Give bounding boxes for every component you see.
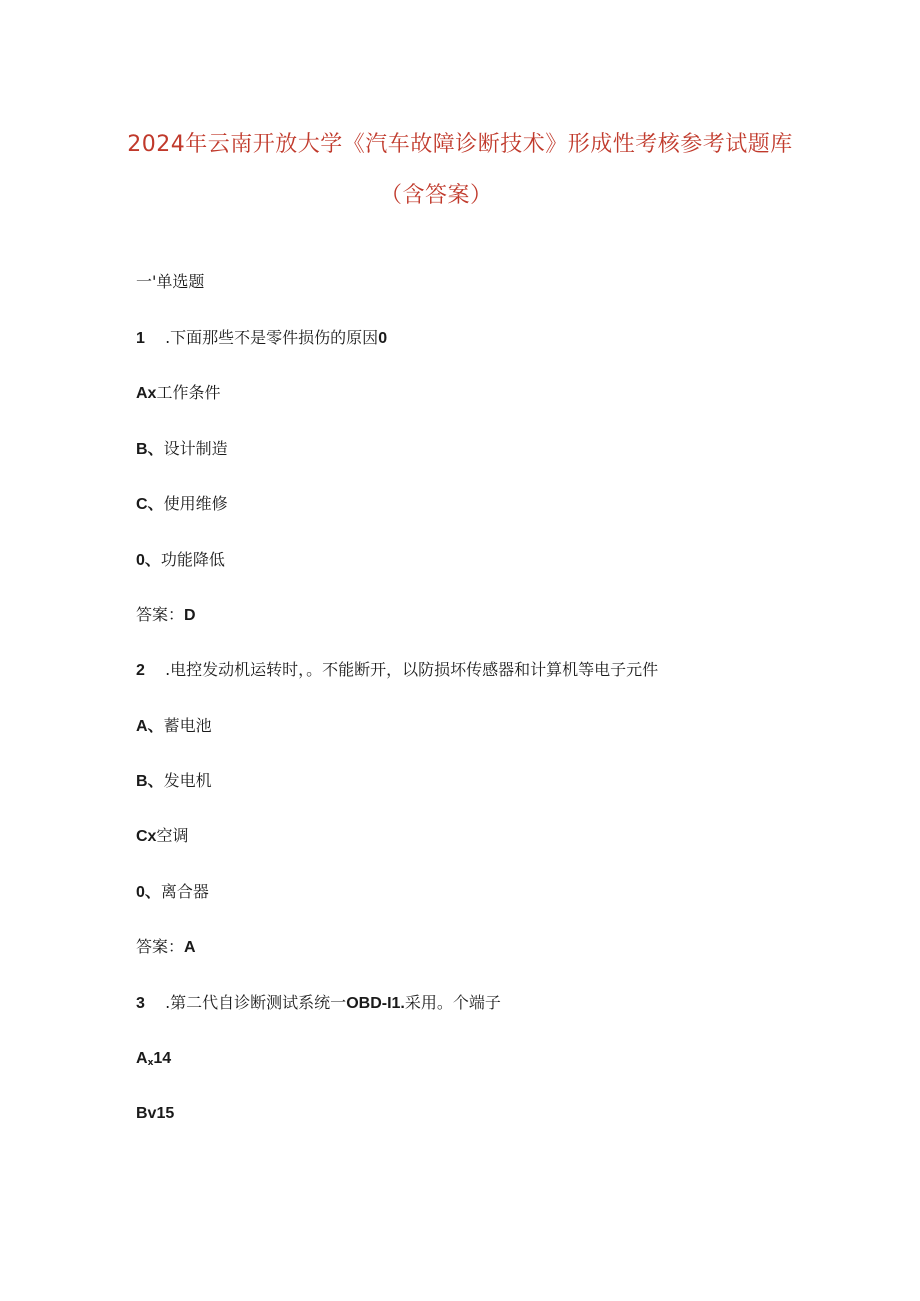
answer-value: D bbox=[184, 607, 196, 624]
option-text: 蓄电池 bbox=[163, 716, 212, 735]
option-key: A bbox=[136, 1050, 148, 1067]
question-1-option-d bbox=[136, 549, 225, 572]
option-key-sub: x bbox=[147, 1058, 154, 1068]
answer-label: 答案： bbox=[136, 605, 185, 624]
option-text: 14 bbox=[153, 1050, 172, 1067]
question-2-answer bbox=[136, 936, 196, 959]
option-key: B、 bbox=[136, 441, 164, 458]
option-key: 0、 bbox=[136, 552, 161, 569]
answer-label: 答案： bbox=[136, 937, 185, 956]
option-key: Cx bbox=[136, 828, 157, 845]
option-text: 设计制造 bbox=[163, 439, 228, 458]
question-text: .第二代自诊断测试系统一 bbox=[165, 993, 347, 1012]
question-1-option-b bbox=[136, 438, 228, 461]
question-1-option-c bbox=[136, 493, 228, 516]
question-3-stem bbox=[136, 992, 501, 1015]
option-text: 发电机 bbox=[163, 771, 212, 790]
question-number: 1 bbox=[136, 330, 145, 347]
question-2-option-b bbox=[136, 770, 212, 793]
option-text: 工作条件 bbox=[156, 383, 221, 402]
question-1-answer bbox=[136, 604, 196, 627]
question-text: .下面那些不是零件损伤的原因 bbox=[165, 328, 379, 347]
option-text: 功能降低 bbox=[160, 550, 225, 569]
question-text-code: OBD-I1. bbox=[346, 995, 405, 1012]
option-text: 离合器 bbox=[160, 882, 209, 901]
question-2-option-a bbox=[136, 715, 212, 738]
question-text-tail: 0 bbox=[378, 330, 388, 347]
question-number: 3 bbox=[136, 995, 145, 1012]
option-text: 15 bbox=[156, 1105, 175, 1122]
question-text: .电控发动机运转时，。不能断开，以防损坏传感器和计算机等电子元件 bbox=[165, 660, 659, 679]
document-title-suffix: （含答案） bbox=[380, 183, 493, 208]
question-2-option-c bbox=[136, 825, 188, 848]
question-2-option-d bbox=[136, 881, 209, 904]
option-key: C、 bbox=[136, 496, 164, 513]
question-text-tail: 采用。个端子 bbox=[404, 993, 501, 1012]
option-text: 空调 bbox=[156, 826, 189, 845]
answer-value: A bbox=[184, 939, 196, 956]
question-1-stem bbox=[136, 327, 387, 350]
question-1-option-a bbox=[136, 382, 220, 405]
option-key: Ax bbox=[136, 385, 157, 402]
document-title: 2024年云南开放大学《汽车故障诊断技术》形成性考核参考试题库 bbox=[127, 132, 793, 157]
option-key: Bv bbox=[136, 1105, 157, 1122]
question-2-stem bbox=[136, 659, 658, 682]
question-number: 2 bbox=[136, 662, 145, 679]
option-text: 使用维修 bbox=[163, 494, 228, 513]
option-key: A、 bbox=[136, 718, 164, 735]
section-heading: 一'单选题 bbox=[136, 272, 205, 291]
option-key: 0、 bbox=[136, 884, 161, 901]
option-key: B、 bbox=[136, 773, 164, 790]
question-3-option-b bbox=[136, 1102, 174, 1125]
question-3-option-a bbox=[136, 1047, 171, 1074]
